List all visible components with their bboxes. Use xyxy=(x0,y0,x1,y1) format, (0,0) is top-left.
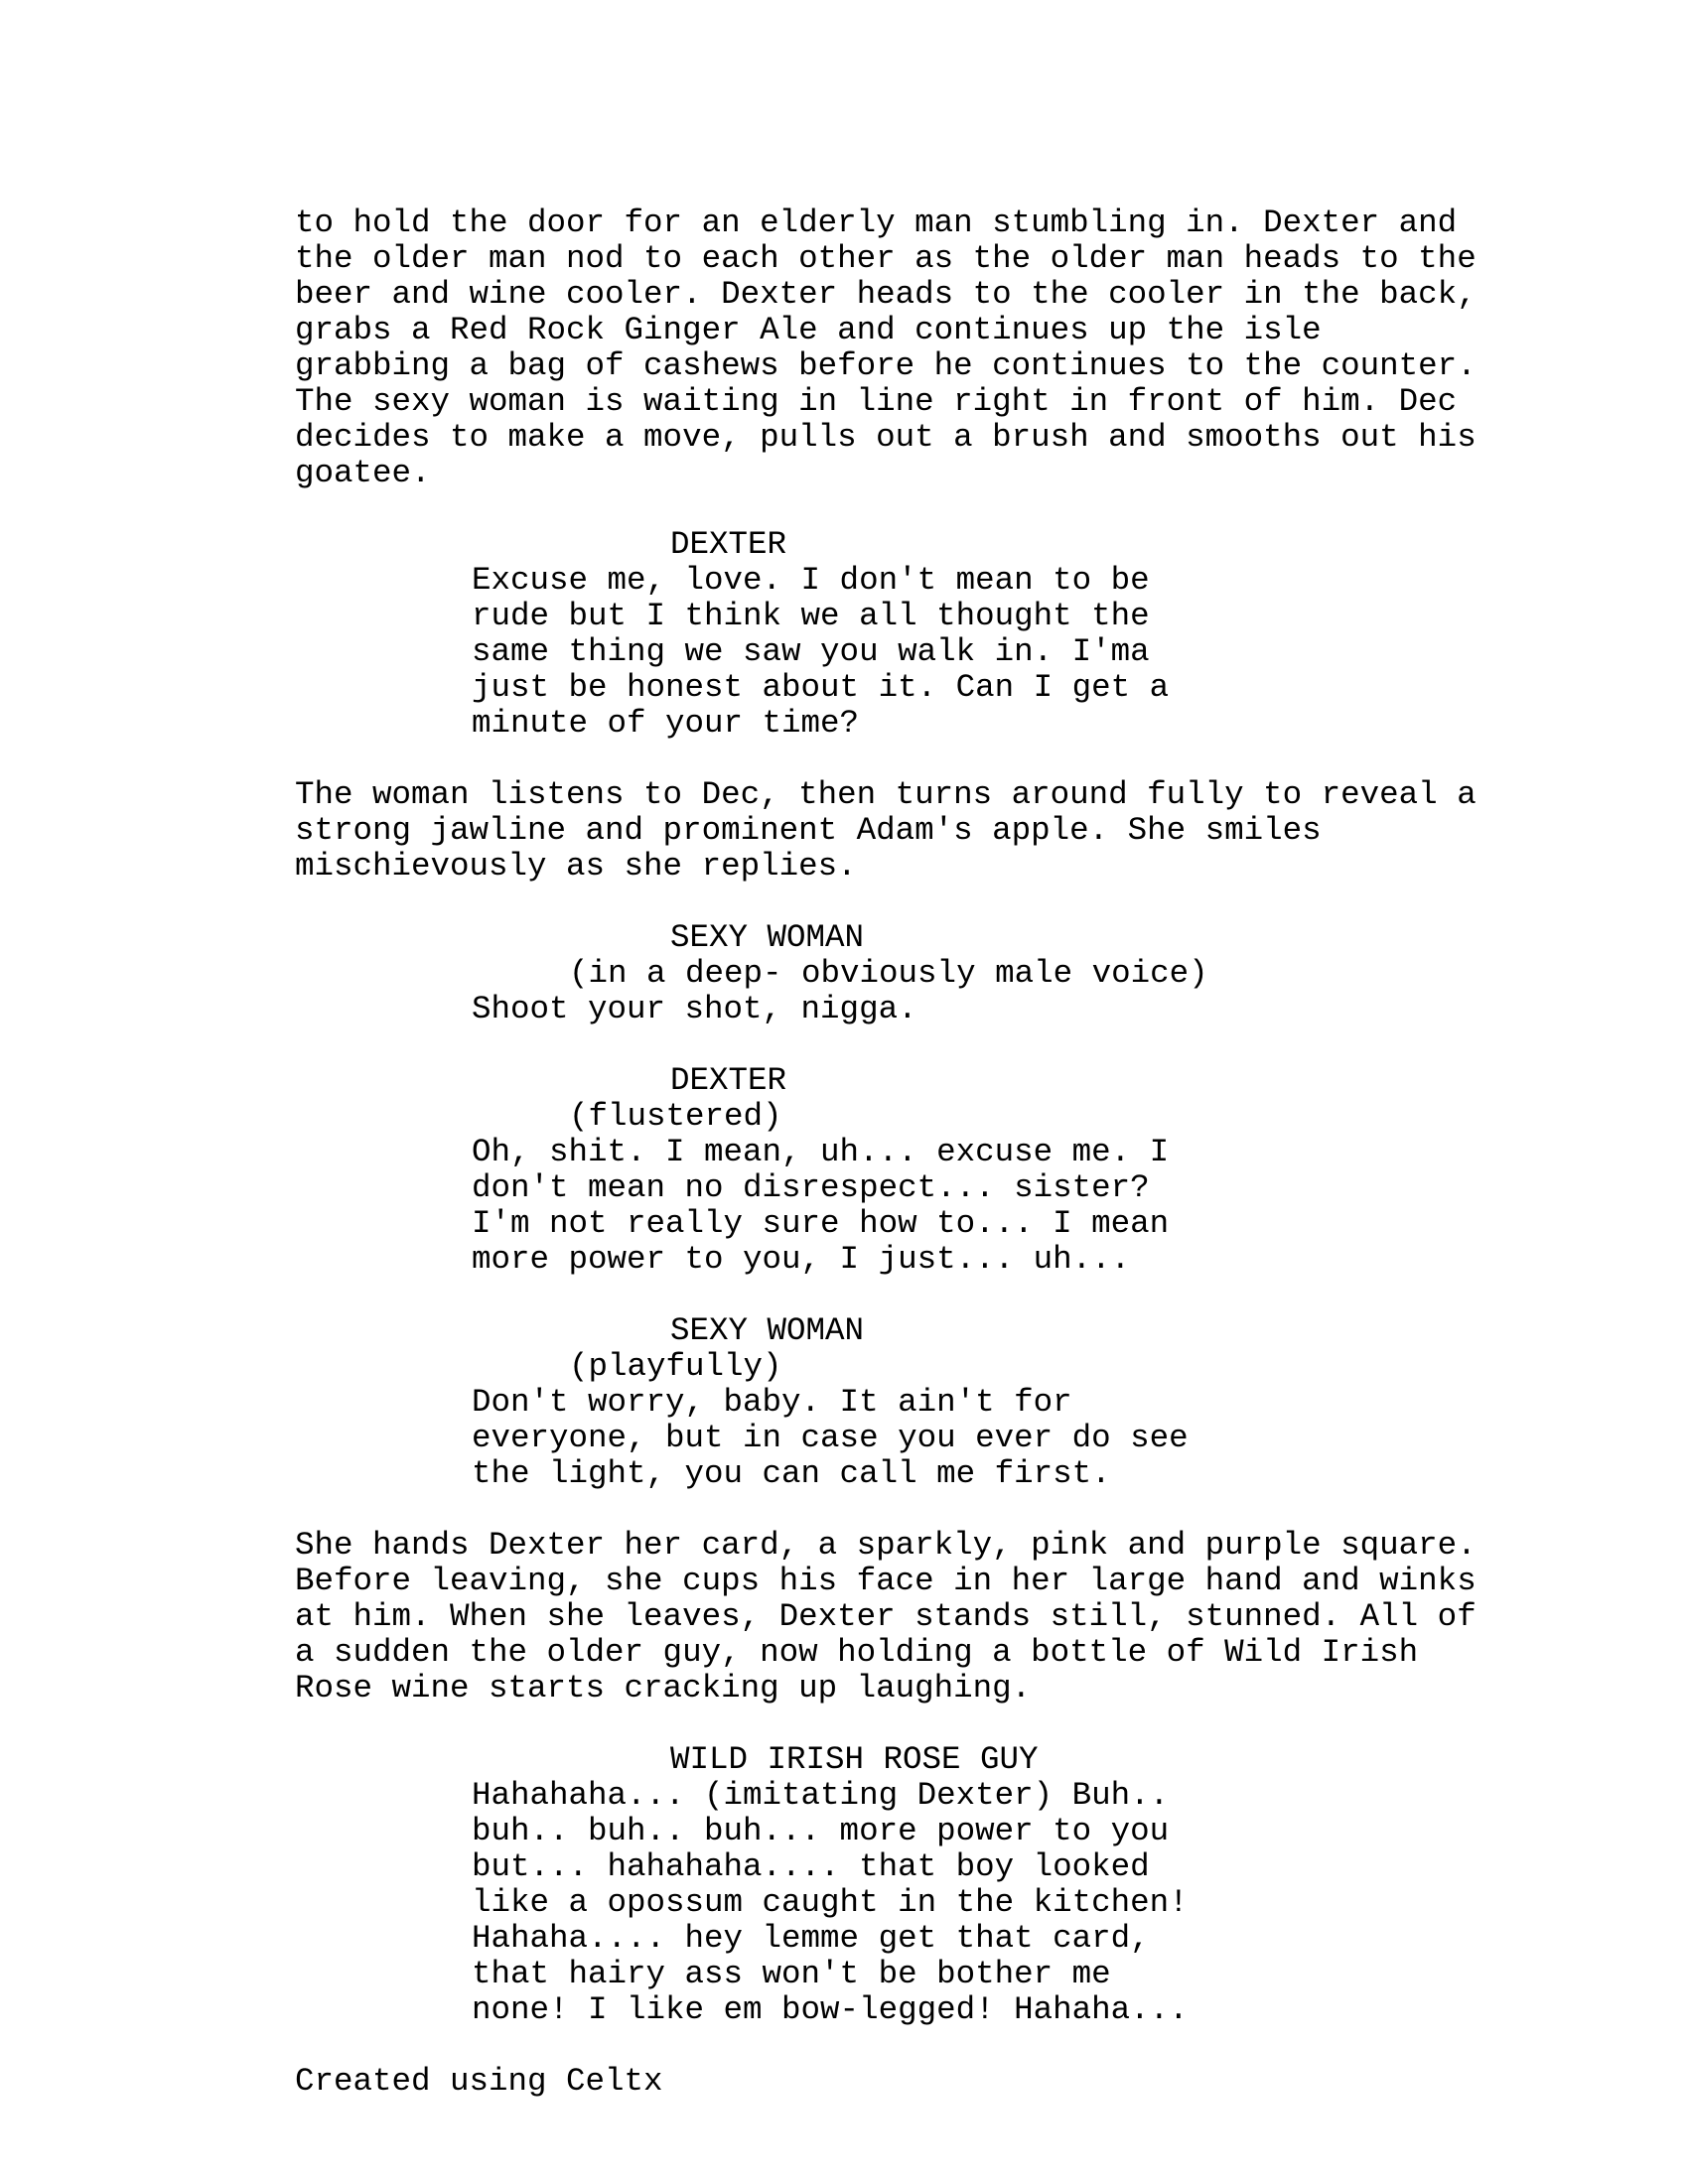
character-name: DEXTER xyxy=(670,526,787,563)
action-paragraph: She hands Dexter her card, a sparkly, pink and purple square. Before leaving, she cups his face in her large hand and winks at him. When she leaves, Dexter stands still, stunned. All of a sudden the older guy, now holding a bottle of Wild Irish Rose wine starts cracking up laughing. xyxy=(295,1527,1477,1706)
character-name: WILD IRISH ROSE GUY xyxy=(670,1741,1039,1778)
character-name: DEXTER xyxy=(670,1062,787,1099)
parenthetical: (flustered) xyxy=(569,1098,782,1135)
dialogue-text: Shoot your shot, nigga. xyxy=(472,991,917,1027)
character-name: SEXY WOMAN xyxy=(670,1312,865,1349)
action-paragraph: The woman listens to Dec, then turns around fully to reveal a strong jawline and prominent Adam's apple. She smiles mischievously as she replies. xyxy=(295,776,1477,885)
dialogue-text: Oh, shit. I mean, uh... excuse me. I don't mean no disrespect... sister? I'm not really sure how to... I mean more power to you, I just... uh... xyxy=(472,1134,1170,1278)
parenthetical: (playfully) xyxy=(569,1348,782,1385)
action-paragraph: to hold the door for an elderly man stumbling in. Dexter and the older man nod to each other as the older man heads to the beer and wine cooler. Dexter heads to the cooler in the back, grabs a Red Rock Ginger Ale and continues up the isle grabbing a bag of cashews before he continues to the counter. The sexy woman is waiting in line right in front of him. Dec decides to make a move, pulls out a brush and smooths out his goatee. xyxy=(295,205,1477,491)
dialogue-text: Excuse me, love. I don't mean to be rude but I think we all thought the same thing we saw you walk in. I'ma just be honest about it. Can I get a minute of your time? xyxy=(472,562,1170,742)
dialogue-text: Hahahaha... (imitating Dexter) Buh.. buh.. buh.. buh... more power to you but... hahahaha.... that boy looked like a opossum caught in the kitchen! Hahaha.... hey lemme get that card, that hairy ass won't be bother me none! I like em bow-legged! Hahaha... xyxy=(472,1777,1189,2028)
dialogue-text: Don't worry, baby. It ain't for everyone, but in case you ever do see the light, you can call me first. xyxy=(472,1384,1189,1492)
parenthetical: (in a deep- obviously male voice) xyxy=(569,955,1208,992)
footer-credit: Created using Celtx xyxy=(295,2063,663,2100)
character-name: SEXY WOMAN xyxy=(670,919,865,956)
